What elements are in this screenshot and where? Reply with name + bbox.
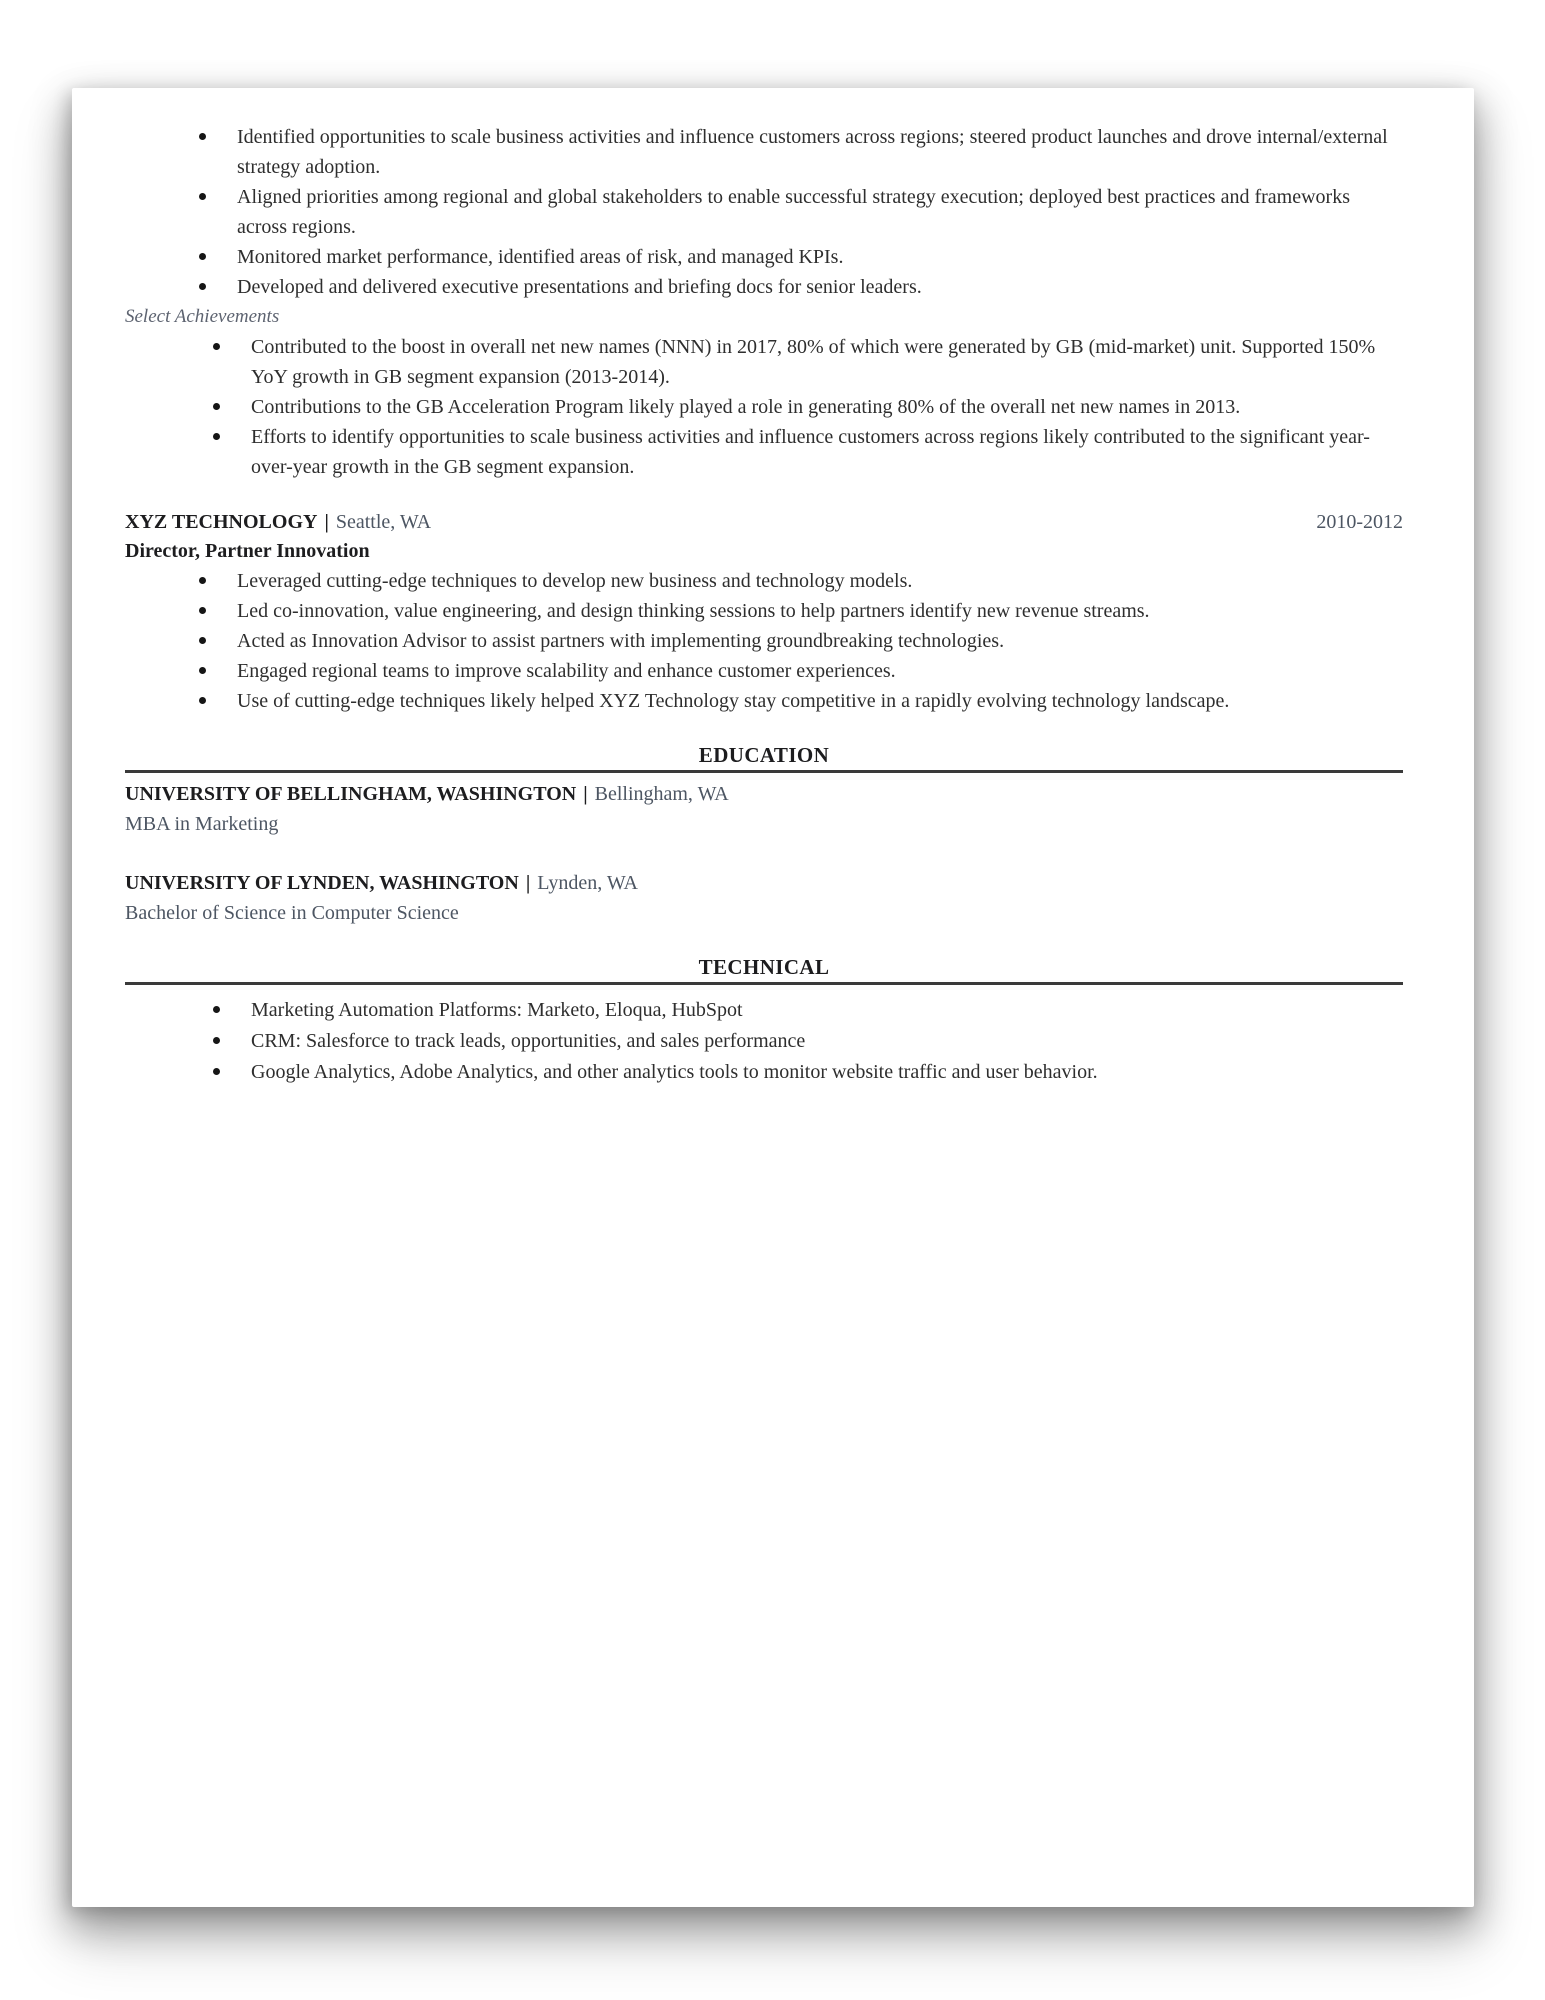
bullet-item — [125, 182, 1403, 242]
bullet-icon — [199, 193, 206, 200]
technical-bullet-item — [125, 1057, 1403, 1088]
bullet-text: Developed and delivered executive presentations and briefing docs for senior leaders. — [237, 276, 922, 298]
job-bullet-text: Use of cutting-edge techniques likely helped XYZ Technology stay competitive in a rapidly evolving technology landscape. — [237, 690, 1230, 712]
achievement-item — [125, 392, 1403, 422]
separator: | — [583, 783, 588, 805]
education-heading: EDUCATION — [125, 742, 1403, 773]
school-header-line — [125, 779, 1403, 809]
technical-section — [125, 954, 1403, 1088]
bullet-text: Aligned priorities among regional and global stakeholders to enable successful strategy execution; deployed best practices and frameworks across regions. — [237, 186, 1350, 238]
bullet-icon — [213, 1068, 220, 1075]
bullet-icon — [199, 283, 206, 290]
job-location: Seattle, WA — [335, 511, 432, 533]
education-section — [125, 742, 1403, 928]
experience-bullet-list — [125, 122, 1403, 302]
technical-bullet-text: Google Analytics, Adobe Analytics, and other analytics tools to monitor website traffic and user behavior. — [251, 1061, 1098, 1083]
job-bullet-text: Acted as Innovation Advisor to assist partners with implementing groundbreaking technologies. — [237, 630, 1005, 652]
bullet-icon — [199, 253, 206, 260]
bullet-icon — [199, 607, 206, 614]
job-bullet-text: Engaged regional teams to improve scalability and enhance customer experiences. — [237, 660, 896, 682]
school-location: Bellingham, WA — [594, 783, 729, 805]
job-dates: 2010-2012 — [1316, 511, 1403, 533]
bullet-icon — [199, 577, 206, 584]
achievement-text: Contributions to the GB Acceleration Program likely played a role in generating 80% of the overall net new names in 2013. — [251, 396, 1241, 418]
job-bullet-item — [125, 596, 1403, 626]
degree: Bachelor of Science in Computer Science — [125, 902, 459, 924]
school-name: UNIVERSITY OF LYNDEN, WASHINGTON — [125, 872, 519, 894]
school-list — [125, 779, 1403, 928]
technical-bullet-text: Marketing Automation Platforms: Marketo, Eloqua, HubSpot — [251, 999, 743, 1021]
bullet-icon — [199, 697, 206, 704]
bullet-icon — [199, 133, 206, 140]
separator: | — [324, 511, 329, 533]
job-company-line — [125, 508, 431, 537]
bullet-item — [125, 272, 1403, 302]
bullet-icon — [213, 403, 220, 410]
select-achievements-label: Select Achievements — [125, 306, 280, 327]
bullet-icon — [213, 433, 220, 440]
technical-bullet-text: CRM: Salesforce to track leads, opportunities, and sales performance — [251, 1030, 806, 1052]
job-bullet-item — [125, 656, 1403, 686]
company-name: XYZ TECHNOLOGY — [125, 511, 318, 533]
degree: MBA in Marketing — [125, 813, 279, 835]
job-header-row — [125, 508, 1403, 537]
technical-bullet-item — [125, 1026, 1403, 1057]
school-location: Lynden, WA — [537, 872, 638, 894]
achievement-text: Contributed to the boost in overall net new names (NNN) in 2017, 80% of which were generated by GB (mid-market) unit. Supported 150% YoY growth in GB segment expansion (2013-2014). — [251, 336, 1376, 388]
bullet-icon — [213, 1006, 220, 1013]
bullet-item — [125, 242, 1403, 272]
bullet-icon — [199, 667, 206, 674]
bullet-icon — [213, 343, 220, 350]
technical-bullet-item — [125, 995, 1403, 1026]
job-title: Director, Partner Innovation — [125, 540, 370, 562]
achievement-item — [125, 332, 1403, 392]
job-bullet-list — [125, 566, 1403, 716]
resume-content — [72, 88, 1474, 1088]
job-bullet-item — [125, 626, 1403, 656]
job-bullet-text: Leveraged cutting-edge techniques to develop new business and technology models. — [237, 570, 913, 592]
job-bullet-item — [125, 566, 1403, 596]
school-entry — [125, 868, 1403, 928]
bullet-item — [125, 122, 1403, 182]
technical-heading: TECHNICAL — [125, 954, 1403, 985]
job-bullet-item — [125, 686, 1403, 716]
resume-page — [72, 88, 1474, 1907]
school-name: UNIVERSITY OF BELLINGHAM, WASHINGTON — [125, 783, 577, 805]
bullet-icon — [199, 637, 206, 644]
bullet-text: Identified opportunities to scale business activities and influence customers across regions; steered product launches and drove internal/external strategy adoption. — [237, 126, 1388, 178]
school-entry — [125, 779, 1403, 839]
achievement-item — [125, 422, 1403, 482]
school-header-line — [125, 868, 1403, 898]
achievement-text: Efforts to identify opportunities to scale business activities and influence customers across regions likely contributed to the significant year-over-year growth in the GB segment expansion. — [251, 426, 1370, 478]
bullet-icon — [213, 1037, 220, 1044]
bullet-text: Monitored market performance, identified areas of risk, and managed KPIs. — [237, 246, 844, 268]
job-entry — [125, 508, 1403, 716]
job-bullet-text: Led co-innovation, value engineering, and design thinking sessions to help partners identify new revenue streams. — [237, 600, 1150, 622]
technical-bullet-list — [125, 991, 1403, 1088]
achievements-bullet-list — [125, 332, 1403, 482]
separator: | — [525, 872, 531, 894]
